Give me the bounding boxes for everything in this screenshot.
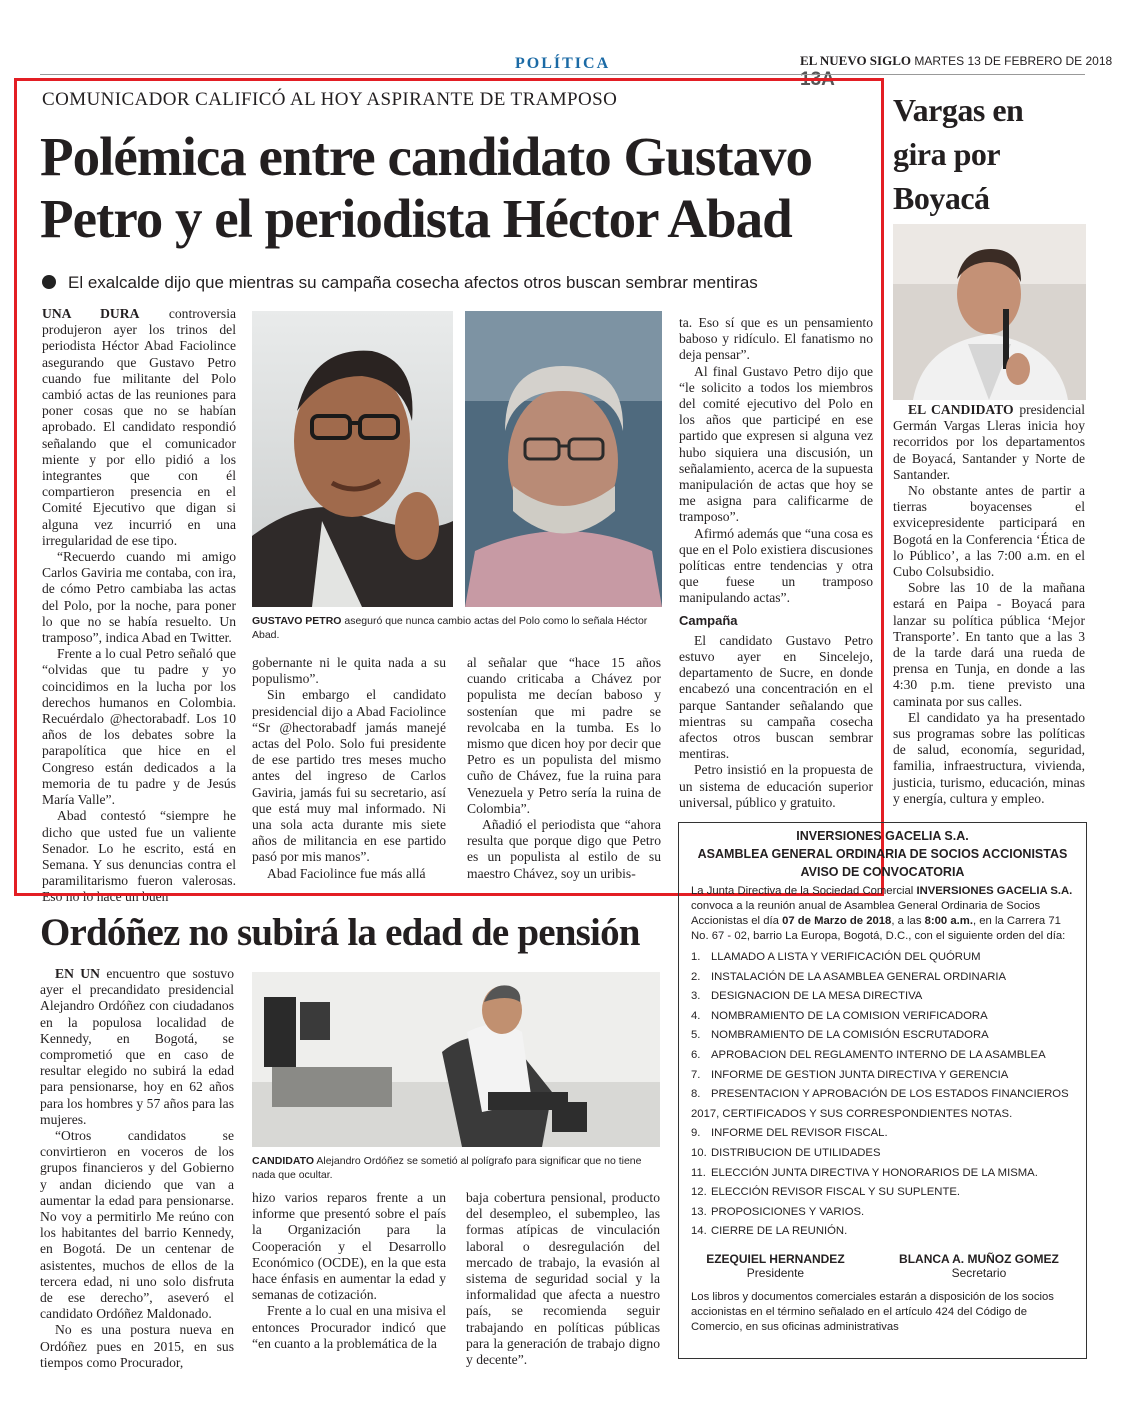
agenda-item [691, 1203, 1086, 1223]
signatures [679, 1252, 1086, 1280]
issue-date: MARTES 13 DE FEBRERO DE 2018 [914, 54, 1113, 68]
paragraph: Afirmó además que “una cosa es que en el Polo existiera discusiones políticas entre tendencias y otra que fuese un tramposo manipulando actas”. [679, 525, 873, 606]
caption-text: aseguró que nunca cambio actas del Polo como lo señala Héctor Abad. [252, 615, 648, 641]
paragraph: El candidato ya ha presentado sus programas sobre las políticas de salud, economía, seguridad, familia, infraestructura, vivienda, justicia, turismo, educación, minas y energía, cultura y empleo. [893, 709, 1085, 806]
signer-name: BLANCA A. MUÑOZ GOMEZ [899, 1251, 1059, 1266]
paragraph: Abad Faciolince fue más allá [267, 865, 426, 881]
notice-intro [679, 884, 1086, 944]
paragraph: Petro insistió en la propuesta de un sistema de educación superior universal, público y gratuito. [679, 762, 873, 810]
ordonez-caption [252, 1154, 660, 1182]
agenda-item [691, 1085, 1086, 1124]
paragraph: Frente a lo cual en una misiva el entonces Procurador indicó que “en cuanto a la problemática de la [252, 1303, 446, 1351]
agenda-text: APROBACION DEL REGLAMENTO INTERNO DE LA ASAMBLEA [711, 1048, 1046, 1061]
paragraph: No es una postura nueva en Ordóñez pues en 2015, en sus tiempos como Procurador, [40, 1322, 234, 1370]
agenda-item [691, 968, 1086, 988]
paragraph: El candidato Gustavo Petro estuvo ayer en Sincelejo, departamento de Sucre, en donde encabezó una concentración en el parque Santander señalando que mientras su campaña cosecha afectos otros buscan sembrar mentiras. [679, 632, 873, 762]
lead-caps: EN UN [55, 966, 100, 981]
header-rule [40, 74, 1085, 75]
article-kicker: COMUNICADOR CALIFICÓ AL HOY ASPIRANTE DE TRAMPOSO [42, 89, 618, 110]
notice-heading: AVISO DE CONVOCATORIA [800, 865, 965, 879]
intro-text: , a las [891, 915, 922, 927]
lede-text: El exalcalde dijo que mientras su campaña cosecha afectos otros buscan sembrar mentiras [68, 273, 758, 292]
paragraph: ta. Eso sí que es un pensamiento baboso y ridículo. El fanatismo no deja pensar”. [679, 315, 873, 363]
agenda-text: LLAMADO A LISTA Y VERIFICACIÓN DEL QUÓRUM [711, 951, 981, 963]
ordonez-column-2 [252, 1190, 446, 1352]
paragraph: presidencial Germán Vargas Lleras inicia hoy recorridos por los departamentos de Boyacá, Santander y Norte de Santander. [893, 402, 1085, 482]
agenda-text: INSTALACIÓN DE LA ASAMBLEA GENERAL ORDINARIA [711, 970, 1007, 983]
paragraph: Frente a lo cual Petro señaló que “olvidas que tu padre y yo coincidimos en la lucha por los derechos humanos en Colombia. Recuérdalo @hectorabadf. Los 10 años de los debates sobre la parapolítica que hice en el Congreso están dedicados a la memoria de tu padre y de Jesús María Valle”. [42, 646, 236, 808]
agenda-number: 4. [691, 1009, 701, 1022]
notice-title [679, 827, 1086, 881]
agenda-number: 9. [691, 1127, 701, 1140]
signature-secretary [899, 1252, 1059, 1280]
notice-footer: Los libros y documentos comerciales estarán a disposición de los socios accionistas en el término señalado en el artículo 424 del Código de Comercio, en sus oficinas administrativas [691, 1290, 1054, 1333]
paragraph: hizo varios reparos frente a un informe que presentó sobre el país la Organización para la Cooperación y el Desarrollo Económico (OCDE), en la que esta hace énfasis en aumentar la edad y semanas de cotización. [252, 1190, 446, 1303]
agenda-number: 2. [691, 970, 701, 983]
agenda-item [691, 948, 1086, 968]
intro-text: convoca a la reunión anual de Asamblea General Ordinaria de Socios Accionistas el día [691, 900, 1041, 927]
notice-assembly: ASAMBLEA GENERAL ORDINARIA DE SOCIOS ACCIONISTAS [697, 847, 1068, 861]
paragraph: Sobre las 10 de la mañana estará en Paipa - Boyacá para lanzar su política pública ‘Mejor Transporte’. En tanto que a las 3 de la tarde dará una rueda de prensa en Tunja, en donde a las 4:30 p.m. tiene previsto una caminata por sus calles. [893, 580, 1085, 709]
paragraph: baja cobertura pensional, producto del desempleo, el subempleo, las formas atípicas de vinculación laboral o desregulación del mercado de trabajo, la evasión al sistema de seguridad social y la informalidad que afecta a nuestro país, se recomienda seguir trabajando en políticas públicas para la generación de trabajo digno y decente”. [466, 1190, 660, 1368]
vargas-headline: Vargas en gira por Boyacá [893, 92, 1024, 216]
intro-company: INVERSIONES GACELIA S.A. [916, 885, 1073, 897]
signer-name: EZEQUIEL HERNANDEZ [706, 1251, 845, 1266]
paragraph: encuentro que sostuvo ayer el precandidato presidencial Alejandro Ordóñez con ciudadanos en la populosa localidad de Kennedy, en Bogotá, se comprometió que en caso de resultar elegido no subirá la edad para pensionarse, hoy en 62 años para los hombres y 57 años para las mujeres. [40, 966, 235, 1127]
agenda-number: 12. [691, 1186, 707, 1199]
intro-time: 8:00 a.m. [924, 915, 973, 927]
agenda-text: DESIGNACION DE LA MESA DIRECTIVA [711, 990, 923, 1003]
agenda-item [691, 1183, 1086, 1203]
signer-role: Presidente [746, 1265, 805, 1280]
vargas-photo [893, 224, 1086, 400]
agenda-text: DISTRIBUCION DE UTILIDADES [711, 1146, 881, 1159]
agenda-number: 6. [691, 1048, 701, 1061]
agenda-text: ELECCIÓN JUNTA DIRECTIVA Y HONORARIOS DE LA MISMA. [711, 1166, 1038, 1179]
caption-name: GUSTAVO PETRO [252, 615, 342, 627]
paragraph: “Recuerdo cuando mi amigo Carlos Gaviria me contaba, con ira, de cómo Petro cambiaba las actas del Polo, por la noche, para poner lo que no se había resuelto. Un tramposo”, indica Abad en Twitter. [42, 549, 236, 646]
agenda-number: 3. [691, 990, 701, 1003]
lead-caps: EL CANDIDATO [908, 402, 1014, 417]
agenda-text: ELECCIÓN REVISOR FISCAL Y SU SUPLENTE. [711, 1186, 961, 1199]
lead-caps: UNA DURA [42, 306, 140, 321]
intro-date: 07 de Marzo de 2018 [782, 915, 892, 927]
agenda-item [691, 987, 1086, 1007]
ordonez-photo [252, 972, 660, 1147]
vargas-column [893, 402, 1085, 807]
article-headline: Polémica entre candidato Gustavo Petro y el periodista Héctor Abad [40, 126, 813, 249]
subheading: Campaña [679, 612, 738, 628]
agenda-number: 14. [691, 1225, 707, 1238]
assembly-notice [678, 822, 1087, 1359]
signer-role: Secretario [951, 1265, 1007, 1280]
agenda-text: PROPOSICIONES Y VARIOS. [711, 1205, 865, 1218]
agenda-number: 10. [691, 1146, 707, 1159]
paragraph: Abad contestó “siempre he dicho que usted fue un valiente Senador. Lo he escrito, está en Semana. Y sus denuncias contra el paramilitarismo fueron valerosas. Eso no lo hace un buen [42, 808, 236, 905]
paragraph: Añadió el periodista que “ahora resulta que porque digo que Petro es un populista al estilo de su maestro Chávez, soy un uribis- [467, 817, 661, 881]
agenda-list [679, 948, 1086, 1242]
ordonez-column-1 [40, 966, 234, 1371]
agenda-item [691, 1066, 1086, 1086]
agenda-text: CIERRE DE LA REUNIÓN. [711, 1225, 848, 1238]
agenda-number: 1. [691, 951, 701, 963]
agenda-item [691, 1124, 1086, 1144]
agenda-item [691, 1144, 1086, 1164]
paragraph: “Otros candidatos se convirtieron en voceros de los grupos financieros y del Gobierno y andan diciendo que van a aumentar la edad para pensionarse. No voy a permitirlo Me reúno con los habitantes del barrio Kennedy, en Bogotá. De un centenar de asistentes, muchos de ellos de la tercera edad, ni uno solo disfruta de ese derecho”, aseveró el candidato Ordóñez Maldonado. [40, 1128, 234, 1322]
agenda-text: INFORME DEL REVISOR FISCAL. [711, 1127, 888, 1140]
agenda-number: 8. [691, 1088, 701, 1101]
agenda-text: INFORME DE GESTION JUNTA DIRECTIVA Y GERENCIA [711, 1068, 1009, 1081]
agenda-item [691, 1222, 1086, 1242]
agenda-number: 13. [691, 1205, 707, 1218]
section-label: POLÍTICA [515, 55, 611, 72]
notice-company: INVERSIONES GACELIA S.A. [796, 829, 969, 843]
paragraph: controversia produjeron ayer los trinos del periodista Héctor Abad Faciolince asegurando que Gustavo Petro cuando fue militante del Polo cambió actas de las reuniones para poner cosas que no se habían aprobado. El candidato respondió señalando que el comunicador miente y por ello pidió a los integrantes que con él compartieron presencia en el Comité Ejecutivo que digan si alguna vez incurrió en una irregularidad de ese tipo. [42, 306, 236, 548]
caption-name: CANDIDATO [252, 1155, 315, 1167]
agenda-item [691, 1026, 1086, 1046]
agenda-text: NOMBRAMIENTO DE LA COMISIÓN ESCRUTADORA [711, 1029, 989, 1042]
agenda-number: 11. [691, 1166, 706, 1179]
agenda-item [691, 1046, 1086, 1066]
intro-text: La Junta Directiva de la Sociedad Comercial [691, 885, 914, 897]
paragraph: gobernante ni le quita nada a su populismo”. [252, 655, 446, 687]
page-number: 13A [800, 69, 835, 90]
paper-name: EL NUEVO SIGLO [800, 53, 911, 68]
intro-text: , en la Carrera 71 No. 67 - 02, barrio La Europa, Bogotá, D.C., con el siguiente orden del día: [691, 915, 1066, 942]
agenda-item [691, 1007, 1086, 1027]
ordonez-column-3 [466, 1190, 660, 1368]
agenda-item [691, 1164, 1086, 1184]
paragraph: No obstante antes de partir a tierras boyacenses el exvicepresidente participará en Bogotá en la Conferencia ‘Ética de lo Público’, a las 7:00 a.m. en el Cubo Colsubsidio. [893, 483, 1085, 580]
paragraph: al señalar que “hace 15 años cuando criticaba a Chávez por populista me decían baboso y sostenían que mi padre se revolcaba en la tumba. Es lo mismo que dicen hoy por decir que Petro es un populista del mismo cuño de Chávez, fue la ruina para Venezuela y Petro sería la ruina de Colombia”. [467, 655, 661, 816]
highlight-frame [14, 78, 884, 896]
paragraph: Al final Gustavo Petro dijo que “le solicito a todos los miembros del comité ejecutivo del Polo en los años que participé en ese partido que expresen si alguna vez hubo siquiera una discusión, un señalamiento, acerca de la supuesta manipulación de actas que hoy se me asigna para calificarme de tramposo”. [679, 363, 873, 525]
agenda-text: PRESENTACION Y APROBACIÓN DE LOS ESTADOS FINANCIEROS 2017, CERTIFICADOS Y SUS CORRESPONDIENTES NOTAS. [691, 1088, 1069, 1120]
ordonez-headline: Ordóñez no subirá la edad de pensión [40, 911, 640, 954]
agenda-number: 5. [691, 1029, 701, 1042]
paragraph: Sin embargo el candidato presidencial dijo a Abad Faciolince “Sr @hectorabadf jamás manejé actas del Polo. Solo fui presidente de ese partido tres meses mucho antes del ingreso de Carlos Gaviria, jamás fui su secretario, así que está muy mal informado. Ni una sola acta durante mis siete años de militancia en ese partido pasó por mis manos”. [252, 687, 446, 865]
agenda-text: NOMBRAMIENTO DE LA COMISION VERIFICADORA [711, 1009, 988, 1022]
agenda-number: 7. [691, 1068, 701, 1081]
caption-text: Alejandro Ordóñez se sometió al polígrafo para significar que no tiene nada que ocultar. [252, 1155, 642, 1181]
signature-president [706, 1252, 844, 1280]
